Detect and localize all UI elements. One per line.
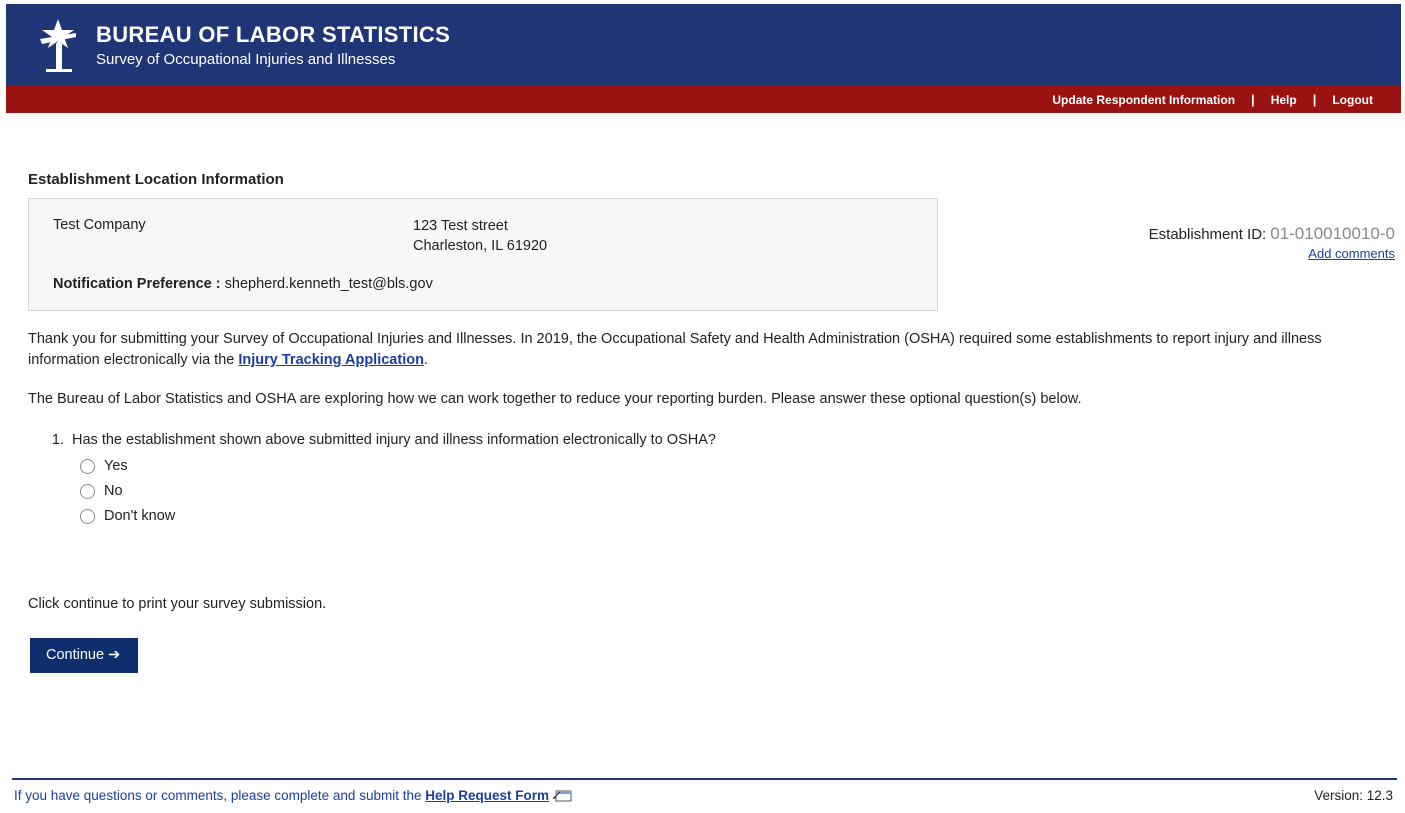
version-label: Version: 12.3 (1314, 788, 1393, 803)
questions-list (26, 432, 1387, 524)
intro-paragraph-1 (28, 329, 1387, 371)
intro-paragraph-1-text-b: . (423, 352, 428, 369)
intro-paragraph-2: The Bureau of Labor Statistics and OSHA are exploring how we can work together to reduce your reporting burden. Please answer these optional question(s) below. (28, 391, 1082, 408)
survey-subtitle: Survey of Occupational Injuries and Illnesses (96, 51, 396, 69)
site-header (6, 4, 1401, 86)
nav-help[interactable]: Help (1270, 92, 1297, 107)
add-comments-link[interactable]: Add comments (1308, 245, 1395, 261)
question-1-text: Has the establishment shown above submitted injury and illness information electronically to OSHA? (72, 432, 716, 449)
establishment-id-label: Establishment ID: (1148, 226, 1267, 243)
radio-option-no[interactable] (80, 483, 1387, 499)
notification-preference-value: shepherd.kenneth_test@bls.gov (224, 276, 433, 293)
notification-preference-label: Notification Preference : (53, 276, 221, 293)
question-item-1 (68, 432, 1387, 524)
establishment-info-box (28, 198, 938, 311)
radio-label-no: No (104, 483, 123, 500)
injury-tracking-application-link[interactable]: Injury Tracking Application (238, 352, 424, 369)
radio-circle-yes[interactable] (80, 459, 95, 474)
company-name: Test Company (53, 217, 146, 233)
header-titles (96, 22, 450, 69)
footer-help-text (14, 788, 574, 803)
nav-separator-2: | (1312, 92, 1317, 107)
establishment-id-block (1149, 223, 1395, 262)
establishment-row (29, 217, 937, 256)
radio-label-yes: Yes (104, 458, 128, 475)
establishment-id-value: 01-010010010-0 (1270, 224, 1395, 243)
footer-text: If you have questions or comments, please complete and submit the (14, 788, 426, 803)
help-request-form-link[interactable]: Help Request Form (425, 788, 550, 803)
page-footer (12, 778, 1397, 813)
radio-option-dont-know[interactable] (80, 508, 1387, 524)
bls-eagle-star-icon (32, 17, 84, 73)
continue-button[interactable]: Continue ➔ (30, 638, 138, 673)
nav-separator-1: | (1251, 92, 1255, 107)
question-1-options (80, 458, 1387, 524)
company-address (413, 217, 547, 256)
page-title: Establishment Location Information (28, 171, 284, 188)
top-navbar (6, 86, 1401, 113)
intro-paragraph-1-text-a: Thank you for submitting your Survey of Occupational Injuries and Illnesses. In 2019, the Occupational Safety and Health Administration (OSHA) required some establishments to report injury and illness information electronically via the (28, 331, 1322, 369)
radio-label-dont-know: Don't know (104, 508, 176, 525)
nav-logout[interactable]: Logout (1332, 92, 1373, 107)
agency-title: BUREAU OF LABOR STATISTICS (96, 21, 451, 47)
radio-option-yes[interactable] (80, 458, 1387, 474)
radio-circle-no[interactable] (80, 484, 95, 499)
main-content (6, 171, 1401, 673)
address-line-1: 123 Test street (413, 218, 508, 234)
page-root (0, 4, 1405, 813)
notification-preference (29, 276, 937, 292)
external-window-icon (552, 789, 574, 803)
radio-circle-dont-know[interactable] (80, 509, 95, 524)
continue-instruction: Click continue to print your survey submission. (28, 596, 327, 613)
address-line-2: Charleston, IL 61920 (413, 237, 548, 254)
nav-update-respondent-information[interactable]: Update Respondent Information (1052, 92, 1236, 107)
